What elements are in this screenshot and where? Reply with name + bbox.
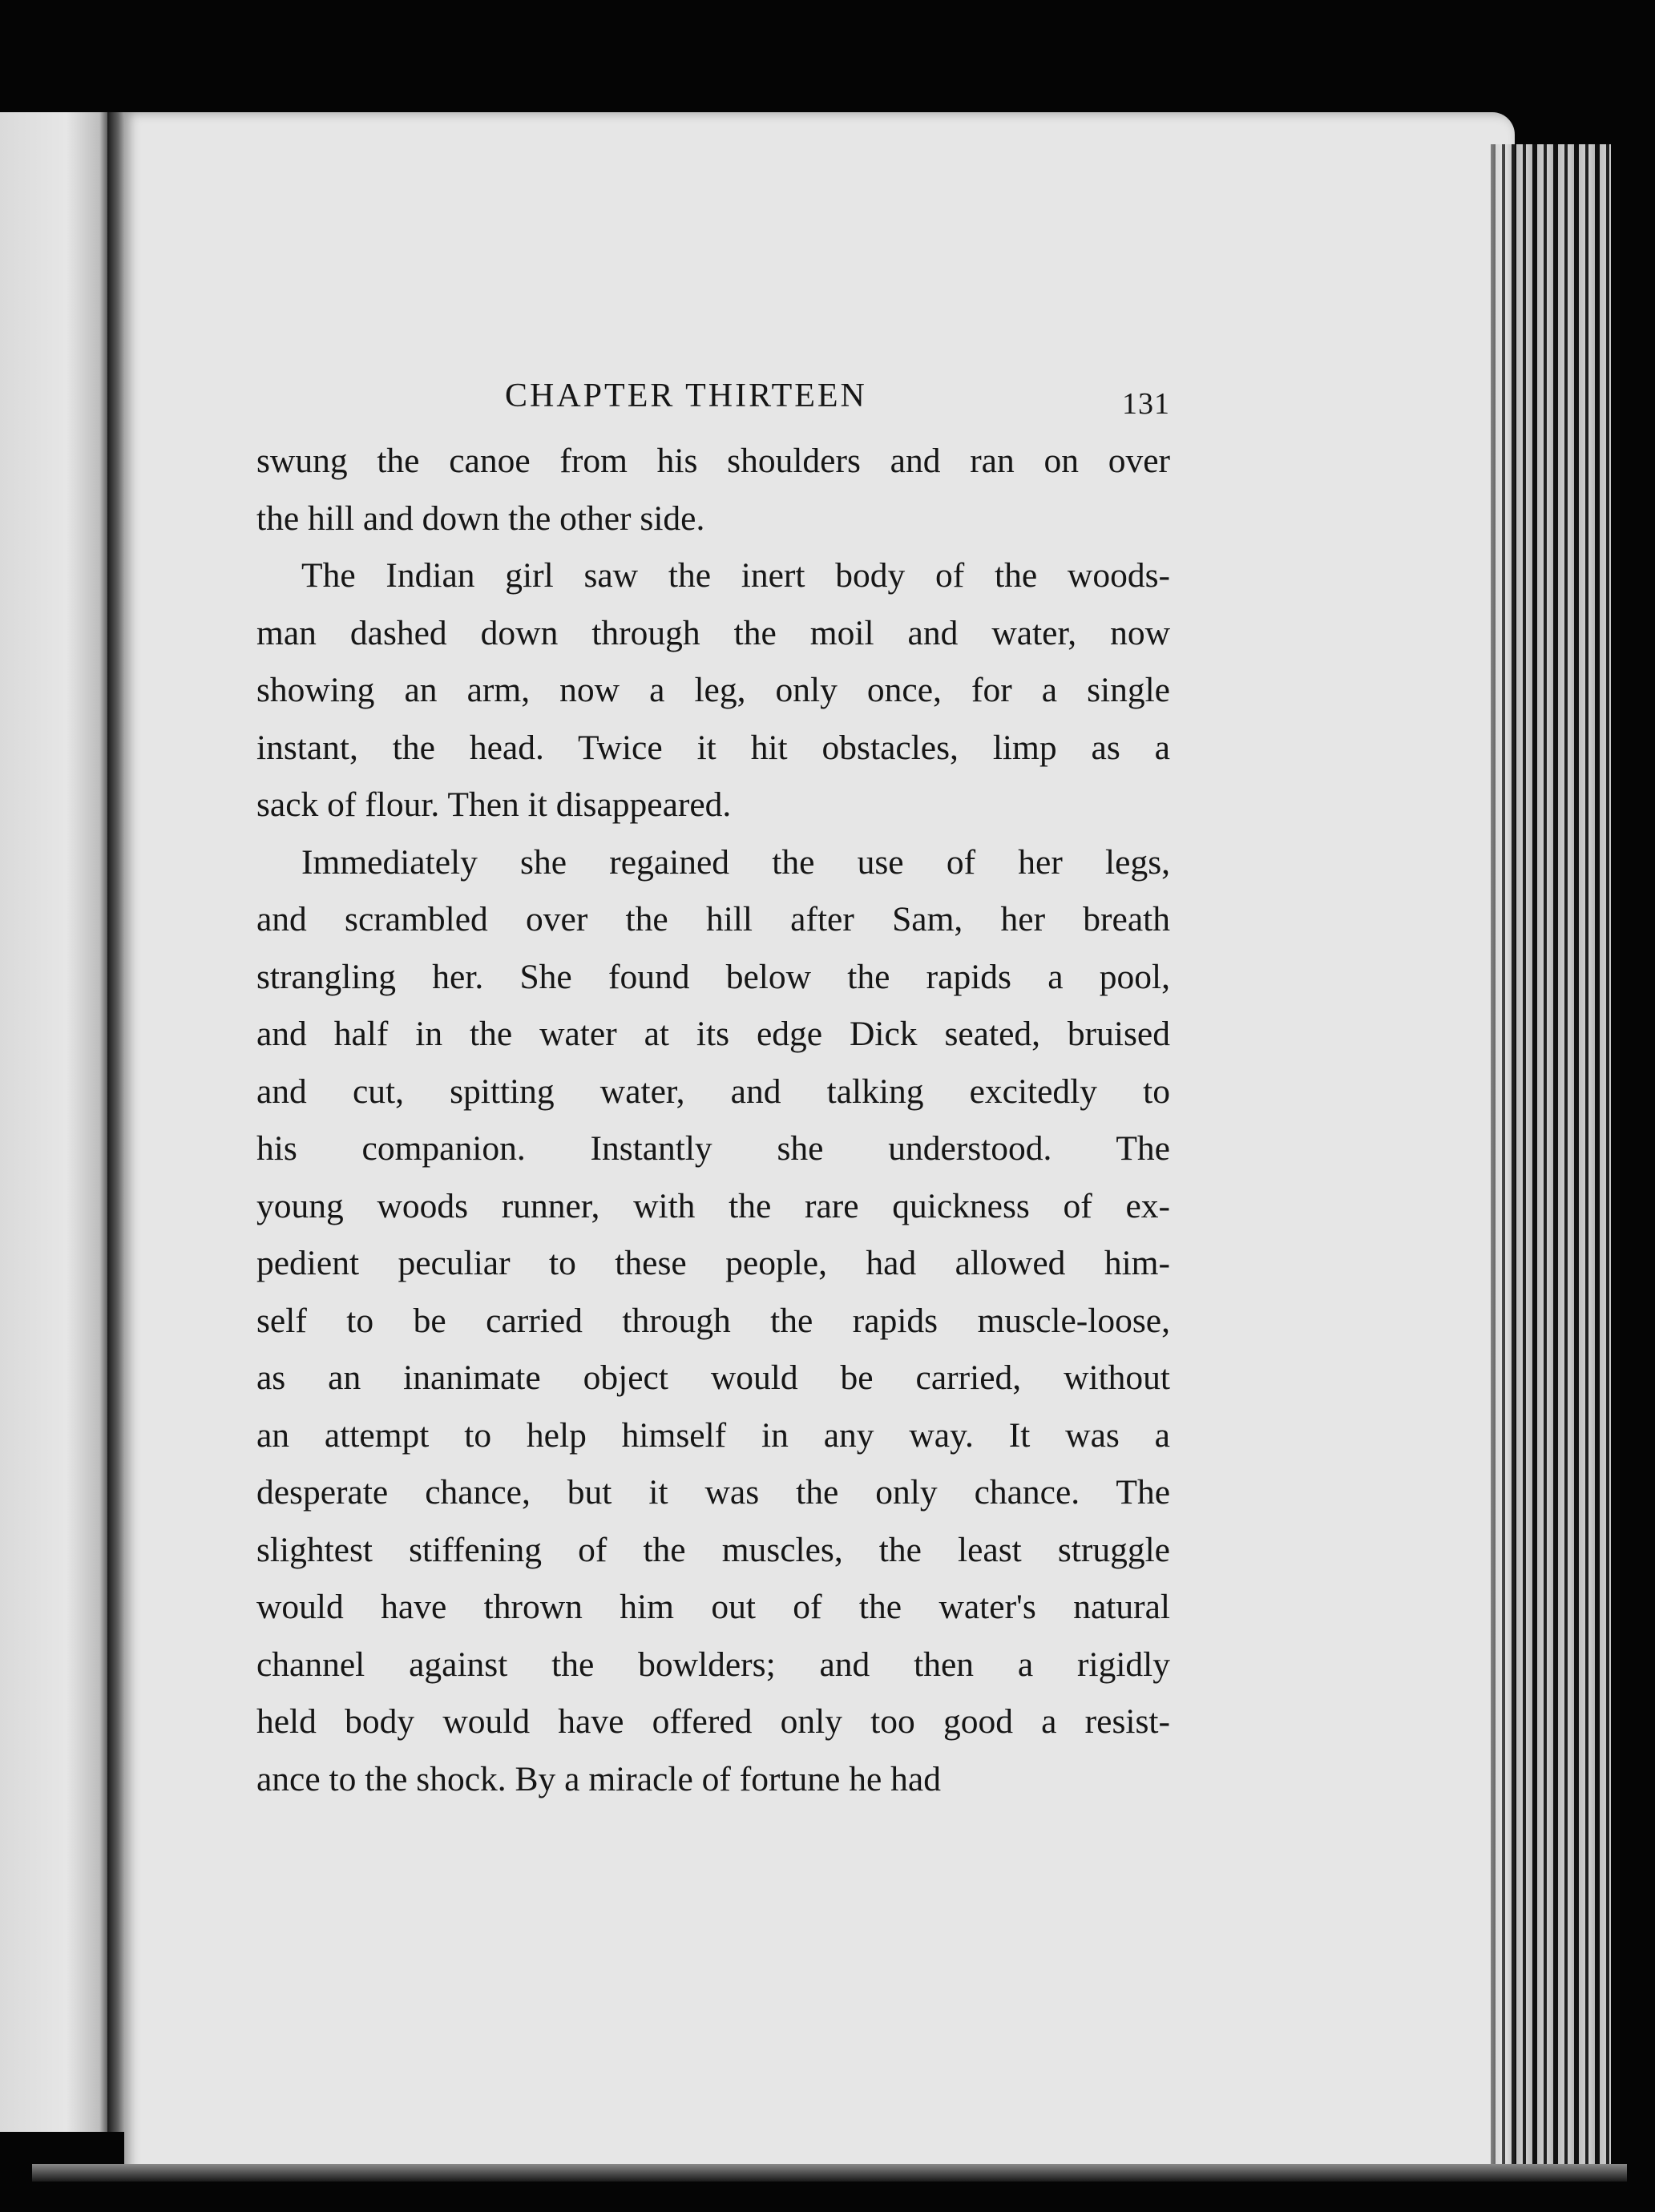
fore-edge-shadow	[1475, 144, 1507, 2164]
text-line: instant, the head. Twice it hit obstacles, limp as a	[256, 728, 1170, 767]
text-line: held body would have offered only too good a resist-	[256, 1702, 1170, 1741]
text-line: strangling her. She found below the rapids a pool,	[256, 957, 1170, 996]
text-line: Immediately she regained the use of her legs,	[301, 842, 1170, 882]
text-line: the hill and down the other side.	[256, 499, 705, 538]
paragraph	[256, 834, 1170, 1809]
text-line: showing an arm, now a leg, only once, for a single	[256, 671, 1170, 709]
page-number: 131	[1122, 387, 1170, 421]
text-line: would have thrown him out of the water's natural	[256, 1588, 1170, 1626]
text-line: as an inanimate object would be carried, without	[256, 1358, 1170, 1397]
body-text	[256, 433, 1170, 1808]
paragraph	[256, 433, 1170, 547]
chapter-title: CHAPTER THIRTEEN	[505, 377, 867, 414]
text-line: man dashed down through the moil and water, now	[256, 613, 1170, 652]
text-line: desperate chance, but it was the only chance. The	[256, 1473, 1170, 1512]
running-head	[264, 377, 1170, 433]
facing-page-edge	[0, 112, 111, 2132]
text-line: and cut, spitting water, and talking excitedly to	[256, 1072, 1170, 1111]
text-line: ance to the shock. By a miracle of fortune he had	[256, 1759, 941, 1798]
text-line: pedient peculiar to these people, had allowed him-	[256, 1244, 1170, 1282]
text-line: The Indian girl saw the inert body of the woods-	[301, 556, 1170, 595]
text-line: channel against the bowlders; and then a rigidly	[256, 1645, 1170, 1684]
text-line: swung the canoe from his shoulders and ran on over	[256, 442, 1170, 480]
page-fore-edge	[1491, 144, 1611, 2164]
page-text-block	[256, 377, 1170, 1808]
text-line: sack of flour. Then it disappeared.	[256, 785, 732, 824]
text-line: and scrambled over the hill after Sam, her breath	[256, 900, 1170, 938]
text-line: an attempt to help himself in any way. It was a	[256, 1415, 1170, 1455]
paragraph	[256, 547, 1170, 834]
text-line: self to be carried through the rapids muscle-loose,	[256, 1301, 1170, 1340]
text-line: slightest stiffening of the muscles, the least struggle	[256, 1530, 1170, 1569]
page-bottom-edge	[32, 2164, 1627, 2182]
text-line: his companion. Instantly she understood. The	[256, 1129, 1170, 1168]
text-line: and half in the water at its edge Dick seated, bruised	[256, 1015, 1170, 1053]
text-line: young woods runner, with the rare quickness of ex-	[256, 1186, 1170, 1225]
